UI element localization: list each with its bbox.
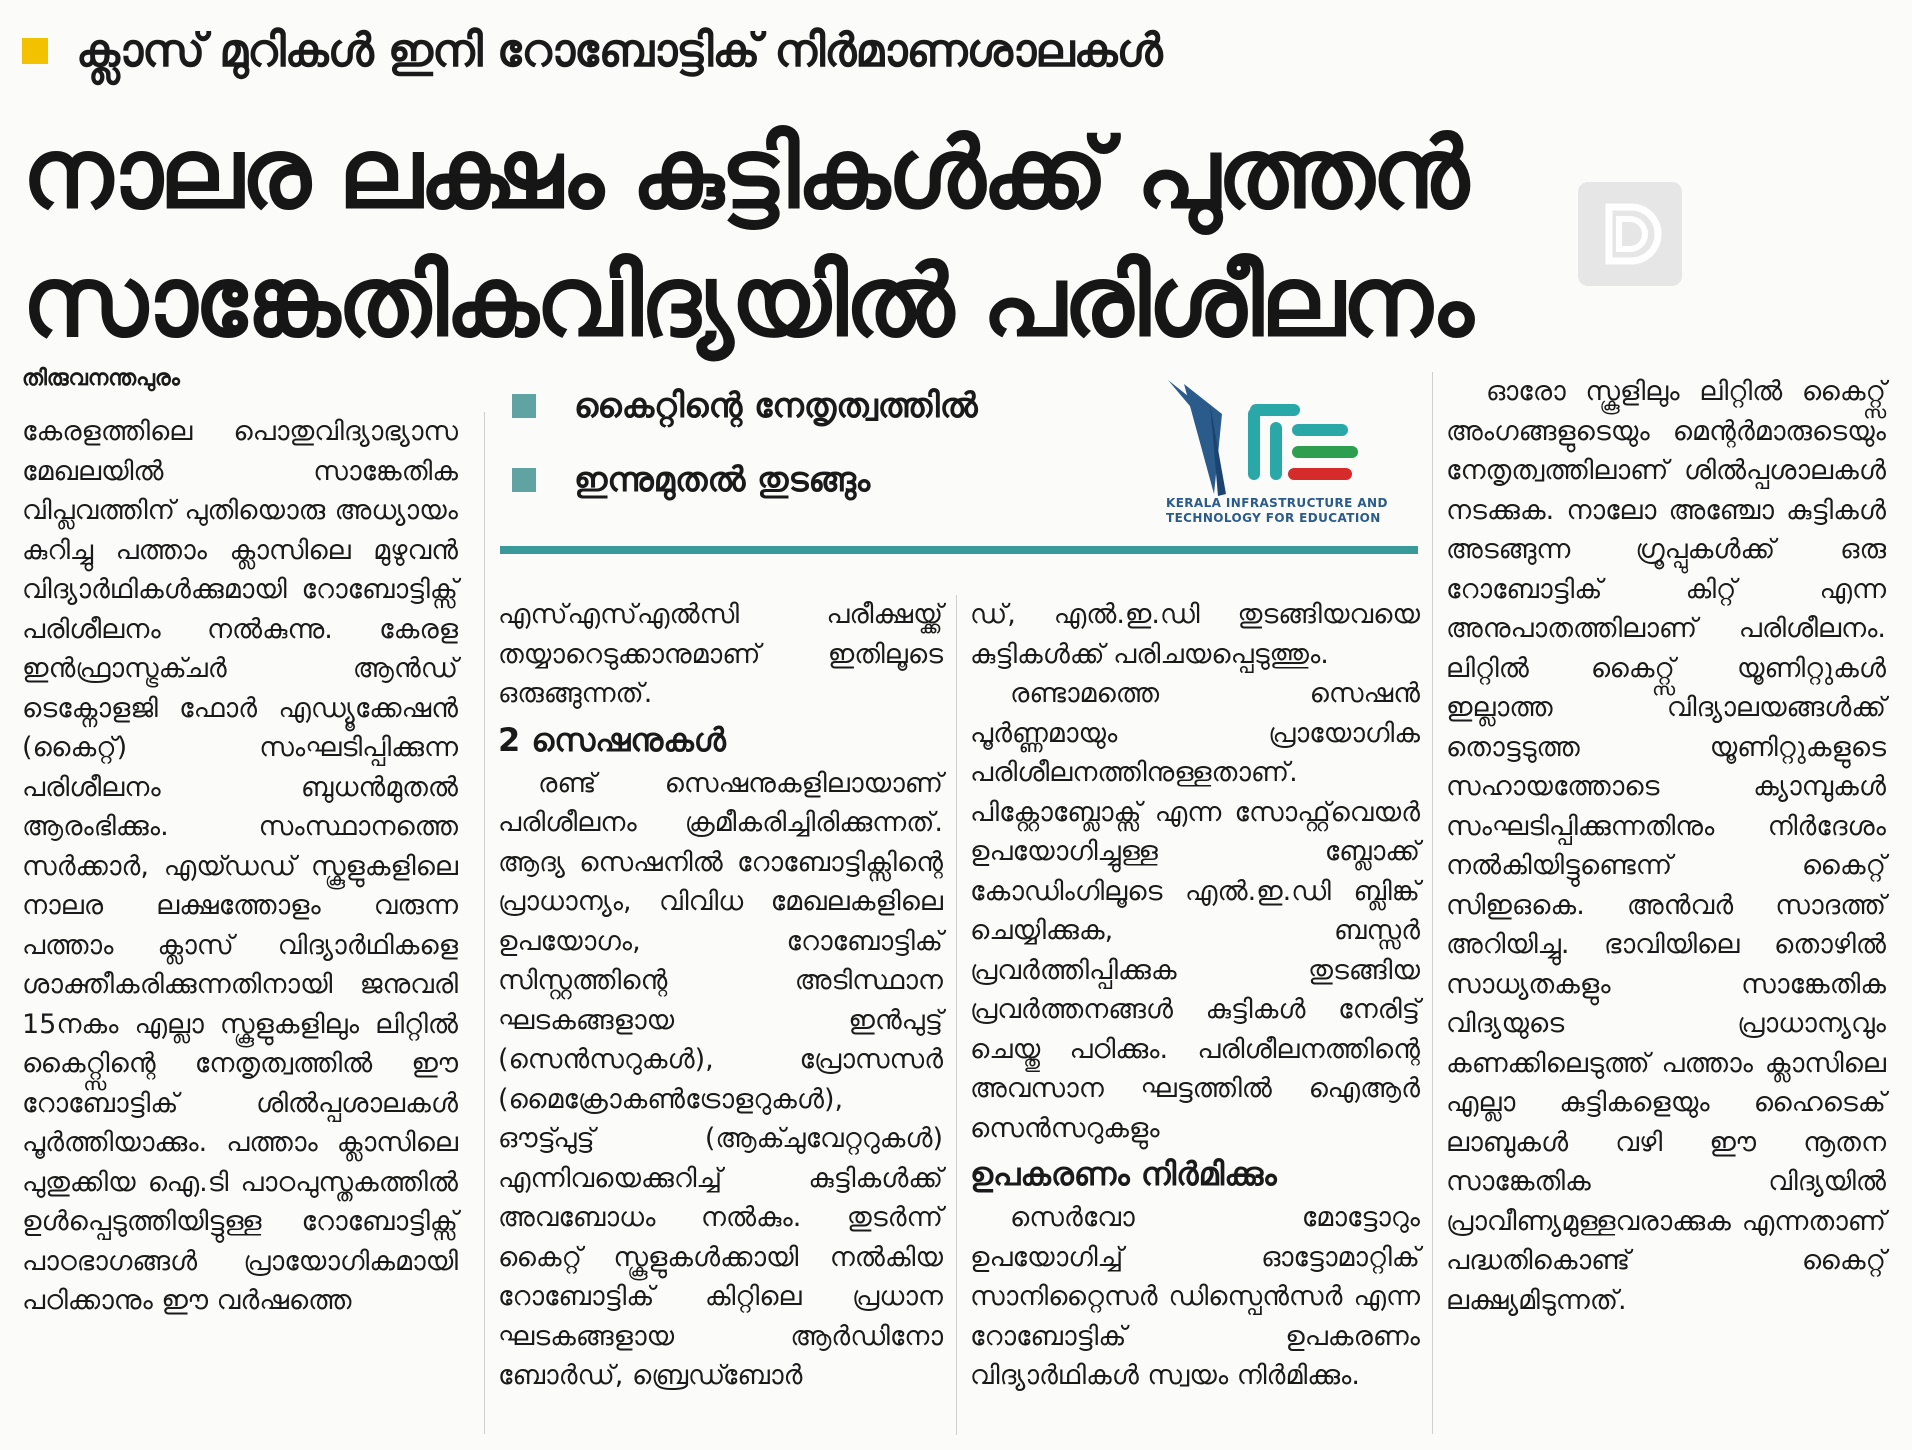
kicker: [22, 20, 1162, 82]
column-divider: [956, 595, 957, 1435]
bullet-square-icon: [512, 394, 536, 418]
kite-logo-text: [1166, 496, 1388, 526]
article-column-3: [970, 595, 1420, 1396]
column-divider: [1432, 372, 1433, 1434]
kite-logo-line-2: TECHNOLOGY FOR EDUCATION: [1166, 511, 1381, 525]
paragraph: കേരളത്തിലെ പൊതുവിദ്യാഭ്യാസ മേഖലയിൽ സാങ്കേതിക വിപ്ലവത്തിന് പുതിയൊരു അധ്യായം കുറിച്ചു പത്താം ക്ലാസിലെ മുഴുവൻ വിദ്യാർഥികൾക്കുമായി റോബോട്ടിക്സ് പരിശീലനം നൽകുന്നു. കേരള ഇൻഫ്രാസ്ട്രക്ചർ ആൻഡ് ടെക്നോളജി ഫോർ എഡ്യൂക്കേഷൻ (കൈറ്റ്) സംഘടിപ്പിക്കുന്ന പരിശീലനം ബുധൻമുതൽ ആരംഭിക്കും. സംസ്ഥാനത്തെ സർക്കാർ, എയ്ഡഡ് സ്കൂളുകളിലെ നാലര ലക്ഷത്തോളം വരുന്ന പത്താം ക്ലാസ് വിദ്യാർഥികളെ ശാക്തീകരിക്കുന്നതിനായി ജനുവരി 15നകം എല്ലാ സ്കൂളുകളിലും ലിറ്റിൽ കൈറ്റ്സിന്റെ നേതൃത്വത്തിൽ ഈ റോബോട്ടിക് ശിൽപ്പശാലകൾ പൂർത്തിയാക്കും. പത്താം ക്ലാസിലെ പുതുക്കിയ ഐ.ടി പാഠപുസ്തകത്തിൽ ഉൾപ്പെടുത്തിയിട്ടുള്ള റോബോട്ടിക്സ് പാഠഭാഗങ്ങൾ പ്രായോഗികമായി പഠിക്കാനും ഈ വർഷത്തെ: [22, 416, 458, 1316]
subheading: 2 സെഷനുകൾ: [498, 720, 726, 759]
highlight-item: [512, 386, 978, 426]
paragraph: രണ്ട് സെഷനുകളിലായാണ് പരിശീലനം ക്രമീകരിച്ചിരിക്കുന്നത്. ആദ്യ സെഷനിൽ റോബോട്ടിക്സിന്റെ പ്രാധാന്യം, വിവിധ മേഖലകളിലെ ഉപയോഗം, റോബോട്ടിക് സിസ്റ്റത്തിന്റെ അടിസ്ഥാന ഘടകങ്ങളായ ഇൻപുട്ട് (സെൻസറുകൾ), പ്രോസസർ (മൈക്രോകൺട്രോളറുകൾ), ഔട്ട്പുട്ട് (ആക്ചുവേറ്ററുകൾ) എന്നിവയെക്കുറിച്ച് കുട്ടികൾക്ക് അവബോധം നൽകും. തുടർന്ന് കൈറ്റ് സ്കൂളുകൾക്കായി നൽകിയ റോബോട്ടിക് കിറ്റിലെ പ്രധാന ഘടകങ്ങളായ ആർഡിനോ ബോർഡ്, ബ്രെഡ്ബോർ: [498, 767, 943, 1391]
headline-line-2: സാങ്കേതികവിദ്യയിൽ പരിശീലനം: [22, 245, 1471, 359]
paragraph: എസ്എസ്എൽസി പരീക്ഷയ്ക്ക് തയ്യാറെടുക്കാനുമാണ് ഇതിലൂടെ ഒരുങ്ങുന്നത്.: [498, 599, 943, 709]
highlights-list: [512, 386, 978, 534]
publisher-watermark-icon: [1578, 182, 1682, 286]
highlight-text: ഇന്നുമുതൽ തുടങ്ങും: [574, 460, 871, 500]
column-divider: [484, 412, 485, 1434]
subheading: ഉപകരണം നിർമിക്കും: [970, 1155, 1277, 1193]
bullet-square-icon: [512, 468, 536, 492]
highlight-text: കൈറ്റിന്റെ നേതൃത്വത്തിൽ: [574, 386, 978, 426]
article-column-2: [498, 595, 943, 1396]
paragraph: ഡ്, എൽ.ഇ.ഡി തുടങ്ങിയവയെ കുട്ടികൾക്ക് പരിചയപ്പെടുത്തും.: [970, 599, 1420, 670]
kicker-square-icon: [22, 38, 48, 64]
kite-logo-line-1: KERALA INFRASTRUCTURE AND: [1166, 496, 1388, 510]
paragraph: സെർവോ മോട്ടോറും ഉപയോഗിച്ച് ഓട്ടോമാറ്റിക് സാനിറ്റൈസർ ഡിസ്പെൻസർ എന്ന റോബോട്ടിക് ഉപകരണം വിദ്യാർഥികൾ സ്വയം നിർമിക്കും.: [970, 1202, 1420, 1391]
headline-line-1: നാലര ലക്ഷം കുട്ടികൾക്ക് പുത്തൻ: [22, 117, 1466, 231]
highlight-item: [512, 460, 978, 500]
section-rule: [500, 546, 1418, 554]
paragraph: ഓരോ സ്കൂളിലും ലിറ്റിൽ കൈറ്റ്സ് അംഗങ്ങളുടെയും മെന്റർമാരുടെയും നേതൃത്വത്തിലാണ് ശിൽപ്പശാലകൾ നടക്കുക. നാലോ അഞ്ചോ കുട്ടികൾ അടങ്ങുന്ന ഗ്രൂപ്പുകൾക്ക് ഒരു റോബോട്ടിക് കിറ്റ് എന്ന അനുപാതത്തിലാണ് പരിശീലനം. ലിറ്റിൽ കൈറ്റ്സ് യൂണിറ്റുകൾ ഇല്ലാത്ത വിദ്യാലയങ്ങൾക്ക് തൊട്ടടുത്ത യൂണിറ്റുകളുടെ സഹായത്തോടെ ക്യാമ്പുകൾ സംഘടിപ്പിക്കുന്നതിനും നിർദേശം നൽകിയിട്ടുണ്ടെന്ന് കൈറ്റ് സിഇഒകെ. അൻവർ സാദത്ത് അറിയിച്ചു. ഭാവിയിലെ തൊഴിൽ സാധ്യതകളും സാങ്കേതിക വിദ്യയുടെ പ്രാധാന്യവും കണക്കിലെടുത്ത് പത്താം ക്ലാസിലെ എല്ലാ കുട്ടികളെയും ഹൈടെക് ലാബുകൾ വഴി ഈ നൂതന സാങ്കേതിക വിദ്യയിൽ പ്രാവീണ്യമുള്ളവരാക്കുക എന്നതാണ് പദ്ധതികൊണ്ട് കൈറ്റ് ലക്ഷ്യമിടുന്നത്.: [1446, 376, 1886, 1316]
article-column-4: [1446, 372, 1886, 1320]
kicker-text: ക്ലാസ് മുറികൾ ഇനി റോബോട്ടിക് നിർമാണശാലകൾ: [76, 23, 1162, 77]
article-column-1: [22, 412, 458, 1321]
dateline: തിരുവനന്തപുരം: [22, 366, 180, 391]
paragraph: രണ്ടാമത്തെ സെഷൻ പൂർണ്ണമായും പ്രായോഗിക പരിശീലനത്തിനുള്ളതാണ്. പിക്റ്റോബ്ലോക്സ് എന്ന സോഫ്റ്റ്‌വെയർ ഉപയോഗിച്ചുള്ള ബ്ലോക്ക് കോഡിംഗിലൂടെ എൽ.ഇ.ഡി ബ്ലിങ്ക് ചെയ്യിക്കുക, ബസ്സർ പ്രവർത്തിപ്പിക്കുക തുടങ്ങിയ പ്രവർത്തനങ്ങൾ കുട്ടികൾ നേരിട്ട് ചെയ്തു പഠിക്കും. പരിശീലനത്തിന്റെ അവസാന ഘട്ടത്തിൽ ഐആർ സെൻസറുകളും: [970, 678, 1420, 1144]
